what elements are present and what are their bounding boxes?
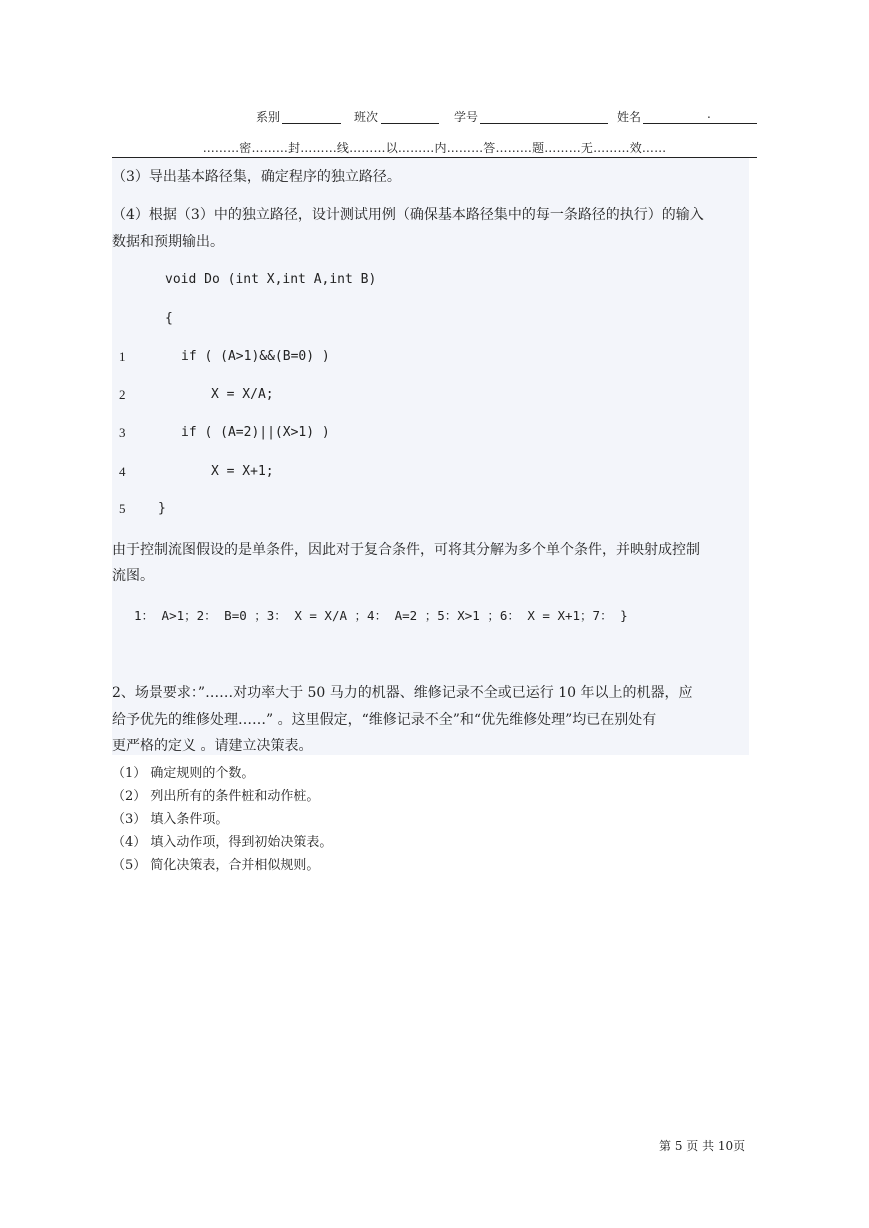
name-field-dot: .	[707, 107, 711, 121]
q2-step-5: （5） 简化决策表，合并相似规则。	[112, 858, 320, 873]
code-line-number: 2	[119, 387, 126, 402]
seal-line: ………密………封………线………以………内………答………题………无………效……	[202, 141, 667, 155]
dept-field-line	[282, 123, 341, 124]
code-line-open-brace: {	[165, 311, 173, 326]
code-line-assign-2: X = X+1;	[211, 464, 274, 479]
dept-label: 系别	[256, 110, 281, 124]
student-id-field-line	[480, 123, 608, 124]
code-line-number: 1	[119, 349, 126, 364]
q1-step3: （3）导出基本路径集，确定程序的独立路径。	[112, 169, 401, 185]
q2-line1: 2、场景要求：”……对功率大于 50 马力的机器、维修记录不全或已运行 10 年以上的机器，应	[112, 685, 693, 701]
q2-line3: 更严格的定义 。请建立决策表。	[112, 738, 313, 754]
q2-line2: 给予优先的维修处理……” 。这里假定，“维修记录不全”和“优先维修处理”均已在别处有	[112, 712, 657, 728]
condition-mapping: 1： A>1；2： B=0 ；3： X = X/A ；4： A=2 ；5：X>1 ；6： X = X+1；7： }	[134, 608, 628, 623]
q2-step-4: （4） 填入动作项，得到初始决策表。	[112, 835, 333, 850]
code-line-number: 3	[119, 425, 126, 440]
code-line-number: 5	[119, 501, 126, 516]
class-label: 班次	[354, 110, 379, 124]
code-line-if-2: if ( (A=2)||(X>1) )	[181, 425, 330, 440]
code-line-if-1: if ( (A>1)&&(B=0) )	[181, 349, 330, 364]
name-field-line	[643, 123, 757, 124]
code-line-assign-1: X = X/A;	[211, 387, 274, 402]
code-line-signature: void Do (int X,int A,int B)	[165, 272, 377, 287]
class-field-line	[381, 123, 439, 124]
q2-step-3: （3） 填入条件项。	[112, 812, 229, 827]
student-id-label: 学号	[454, 110, 479, 124]
q2-step-2: （2） 列出所有的条件桩和动作桩。	[112, 789, 320, 804]
q1-note-line2: 流图。	[112, 568, 154, 584]
name-label: 姓名	[617, 110, 642, 124]
code-line-number: 4	[119, 464, 126, 479]
code-line-close-brace: }	[158, 501, 166, 516]
page-number: 第 5 页 共 10页	[659, 1139, 746, 1153]
q1-note-line1: 由于控制流图假设的是单条件，因此对于复合条件，可将其分解为多个单个条件，并映射成控制	[112, 542, 700, 558]
q1-step4-line1: （4）根据（3）中的独立路径，设计测试用例（确保基本路径集中的每一条路径的执行）的输入	[112, 207, 704, 223]
q2-step-1: （1） 确定规则的个数。	[112, 766, 255, 781]
q1-step4-line2: 数据和预期输出。	[112, 234, 224, 250]
